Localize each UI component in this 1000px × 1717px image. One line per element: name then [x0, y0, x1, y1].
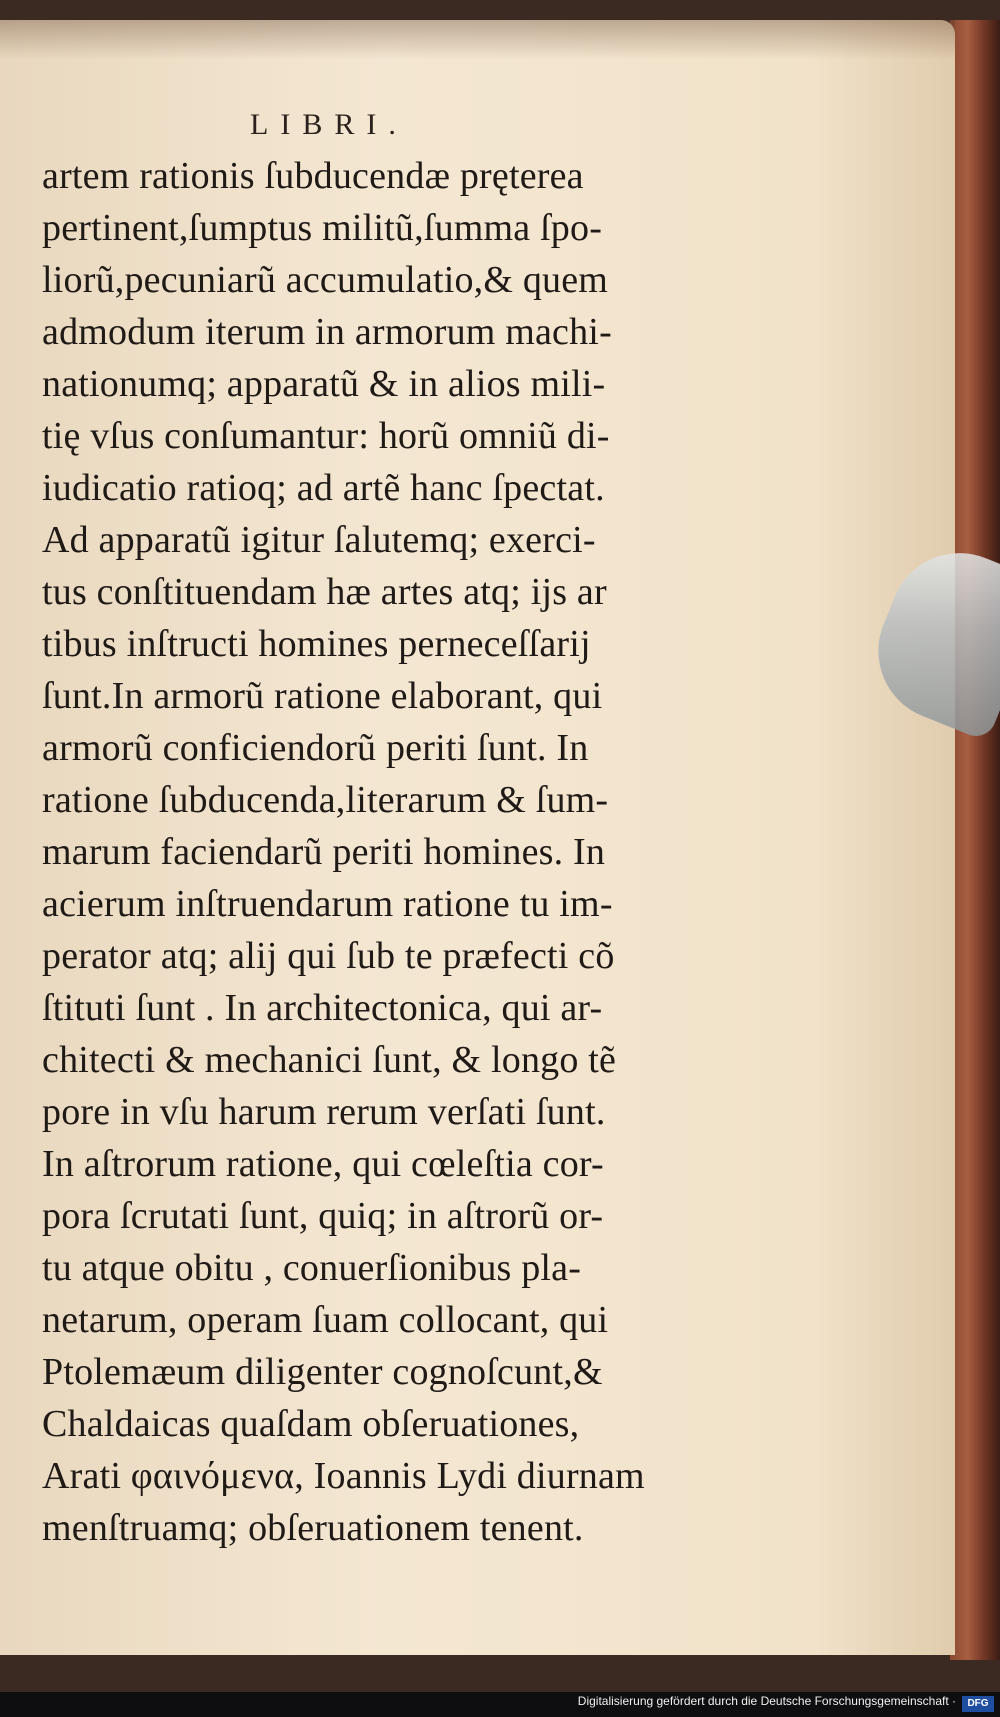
text-line: perator atq; alij qui ſub te præfecti cõ — [42, 935, 615, 977]
dfg-logo: DFG — [962, 1696, 994, 1712]
text-line: pertinent,ſumptus militũ,ſumma ſpo- — [42, 207, 603, 249]
text-line: tibus inſtructi homines perneceſſarij — [42, 623, 591, 665]
text-line: artem rationis ſubducendæ pręterea — [42, 155, 584, 197]
text-line: tię vſus conſumantur: horũ omniũ di- — [42, 415, 610, 457]
text-line: menſtruamq; obſeruationem tenent. — [42, 1507, 584, 1549]
text-line: pora ſcrutati ſunt, quiq; in aſtrorũ or- — [42, 1195, 604, 1237]
text-line: Arati φαινόμενα, Ioannis Lydi diurnam — [42, 1455, 645, 1497]
text-line: ſtituti ſunt . In architectonica, qui ar- — [42, 987, 603, 1029]
text-line: liorũ,pecuniarũ accumulatio,& quem — [42, 259, 609, 301]
text-block — [42, 150, 742, 1554]
text-line: iudicatio ratioq; ad artẽ hanc ſpectat. — [42, 467, 605, 509]
text-line: In aſtrorum ratione, qui cœleſtia cor- — [42, 1143, 604, 1185]
page-shadow — [0, 20, 955, 60]
text-line: nationumq; apparatũ & in alios mili- — [42, 363, 606, 405]
text-line: ratione ſubducenda,literarum & ſum- — [42, 779, 609, 821]
text-line: tus conſtituendam hæ artes atq; ijs ar — [42, 571, 607, 613]
book-edge — [950, 20, 1000, 1660]
text-line: netarum, operam ſuam collocant, qui — [42, 1299, 609, 1341]
text-line: tu atque obitu , conuerſionibus pla- — [42, 1247, 582, 1289]
text-line: Ptolemæum diligenter cognoſcunt,& — [42, 1351, 603, 1393]
funding-credit: Digitalisierung gefördert durch die Deutsche Forschungsgemeinschaft · — [577, 1694, 956, 1708]
text-line: Chaldaicas quaſdam obſeruationes, — [42, 1403, 580, 1445]
text-line: marum faciendarũ periti homines. In — [42, 831, 606, 873]
text-line: armorũ conficiendorũ periti ſunt. In — [42, 727, 589, 769]
text-line: chitecti & mechanici ſunt, & longo tẽ — [42, 1039, 617, 1081]
text-line: pore in vſu harum rerum verſati ſunt. — [42, 1091, 606, 1133]
text-line: acierum inſtruendarum ratione tu im- — [42, 883, 613, 925]
footer-bar — [0, 1692, 1000, 1717]
text-line: ſunt.In armorũ ratione elaborant, qui — [42, 675, 603, 717]
running-head: LIBRI. — [250, 108, 408, 141]
text-line: admodum iterum in armorum machi- — [42, 311, 612, 353]
text-line: Ad apparatũ igitur ſalutemq; exerci- — [42, 519, 596, 561]
